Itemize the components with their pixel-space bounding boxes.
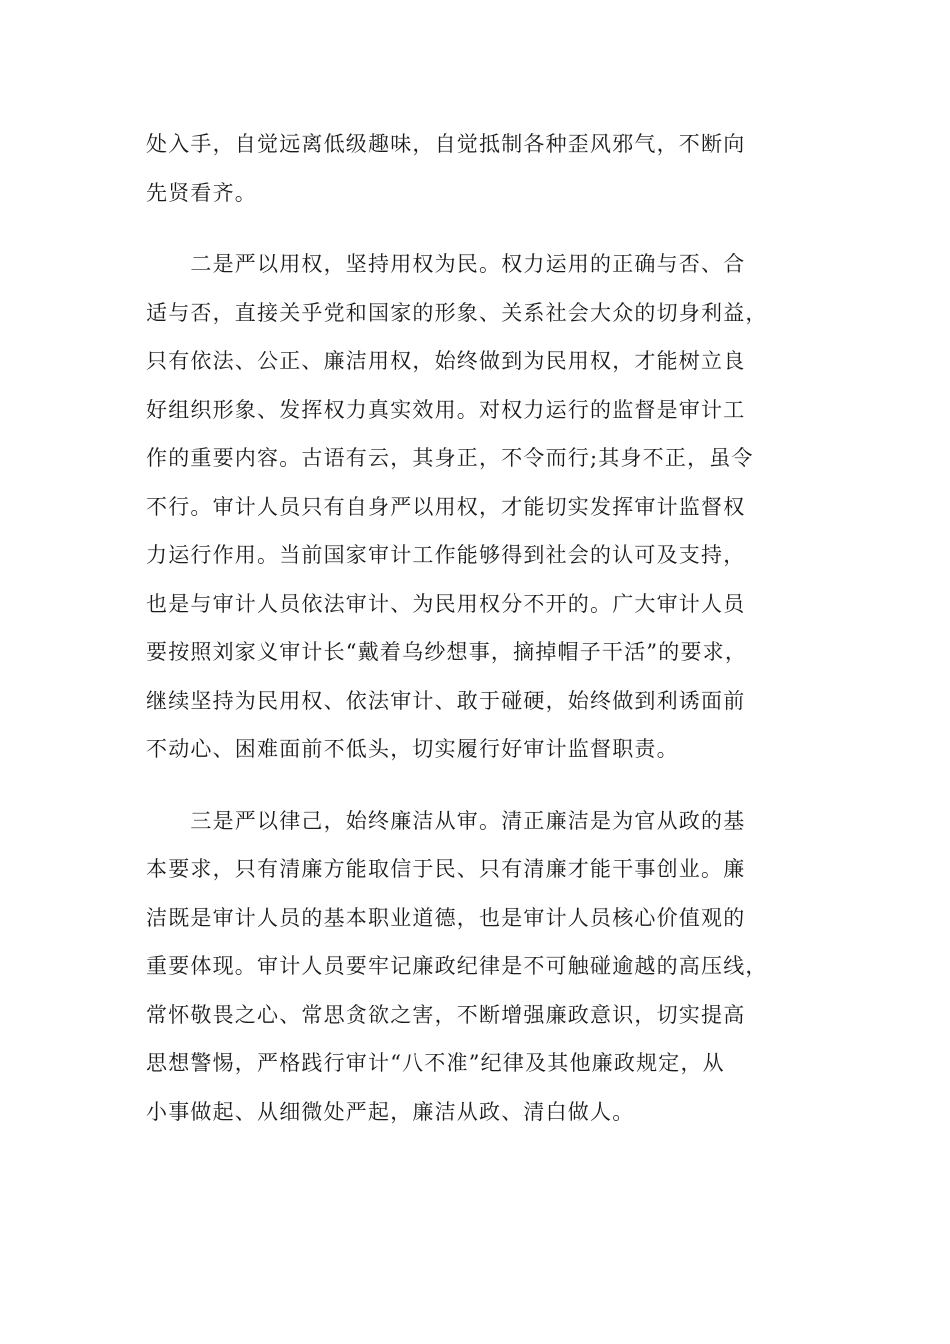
paragraph-line: 思想警惕，严格践行审计“八不准”纪律及其他廉政规定，从 bbox=[146, 1051, 725, 1075]
paragraph-line: 适与否，直接关乎党和国家的形象、关系社会大众的切身利益， bbox=[146, 300, 768, 325]
paragraph-line: 三是严以律己，始终廉洁从审。清正廉洁是为官从政的基 bbox=[146, 808, 746, 833]
paragraph-line: 处入手，自觉远离低级趣味，自觉抵制各种歪风邪气，不断向 bbox=[146, 132, 746, 156]
paragraph-2 bbox=[146, 240, 806, 774]
paragraph-line: 要按照刘家义审计长“戴着乌纱想事，摘掉帽子干活”的要求， bbox=[146, 640, 748, 664]
paragraph-line: 重要体现。审计人员要牢记廉政纪律是不可触碰逾越的高压线， bbox=[146, 954, 768, 978]
paragraph-gap bbox=[146, 774, 806, 797]
paragraph-line: 小事做起、从细微处严起，廉洁从政、清白做人。 bbox=[146, 1099, 635, 1124]
paragraph-line: 不行。审计人员只有自身严以用权，才能切实发挥审计监督权 bbox=[146, 494, 746, 519]
paragraph-line: 本要求，只有清廉方能取信于民、只有清廉才能干事创业。廉 bbox=[146, 857, 746, 881]
paragraph-line: 也是与审计人员依法审计、为民用权分不开的。广大审计人员 bbox=[146, 591, 746, 616]
paragraph-line: 二是严以用权，坚持用权为民。权力运用的正确与否、合 bbox=[146, 252, 746, 276]
paragraph-line: 先贤看齐。 bbox=[146, 180, 257, 205]
paragraph-line: 只有依法、公正、廉洁用权，始终做到为民用权，才能树立良 bbox=[146, 349, 746, 373]
document-body bbox=[146, 120, 806, 1136]
paragraph-line: 力运行作用。当前国家审计工作能够得到社会的认可及支持， bbox=[146, 543, 746, 567]
paragraph-line: 好组织形象、发挥权力真实效用。对权力运行的监督是审计工 bbox=[146, 397, 746, 422]
paragraph-line: 不动心、困难面前不低头，切实履行好审计监督职责。 bbox=[146, 737, 679, 761]
paragraph-gap bbox=[146, 217, 806, 240]
paragraph-3 bbox=[146, 797, 806, 1137]
paragraph-line: 常怀敬畏之心、常思贪欲之害，不断增强廉政意识，切实提高 bbox=[146, 1002, 746, 1027]
paragraph-line: 洁既是审计人员的基本职业道德，也是审计人员核心价值观的 bbox=[146, 905, 746, 930]
paragraph-line: 继续坚持为民用权、依法审计、敢于碰硬，始终做到利诱面前 bbox=[146, 688, 746, 713]
paragraph-1 bbox=[146, 120, 806, 217]
paragraph-line: 作的重要内容。古语有云，其身正，不令而行;其身不正，虽令 bbox=[146, 446, 754, 470]
